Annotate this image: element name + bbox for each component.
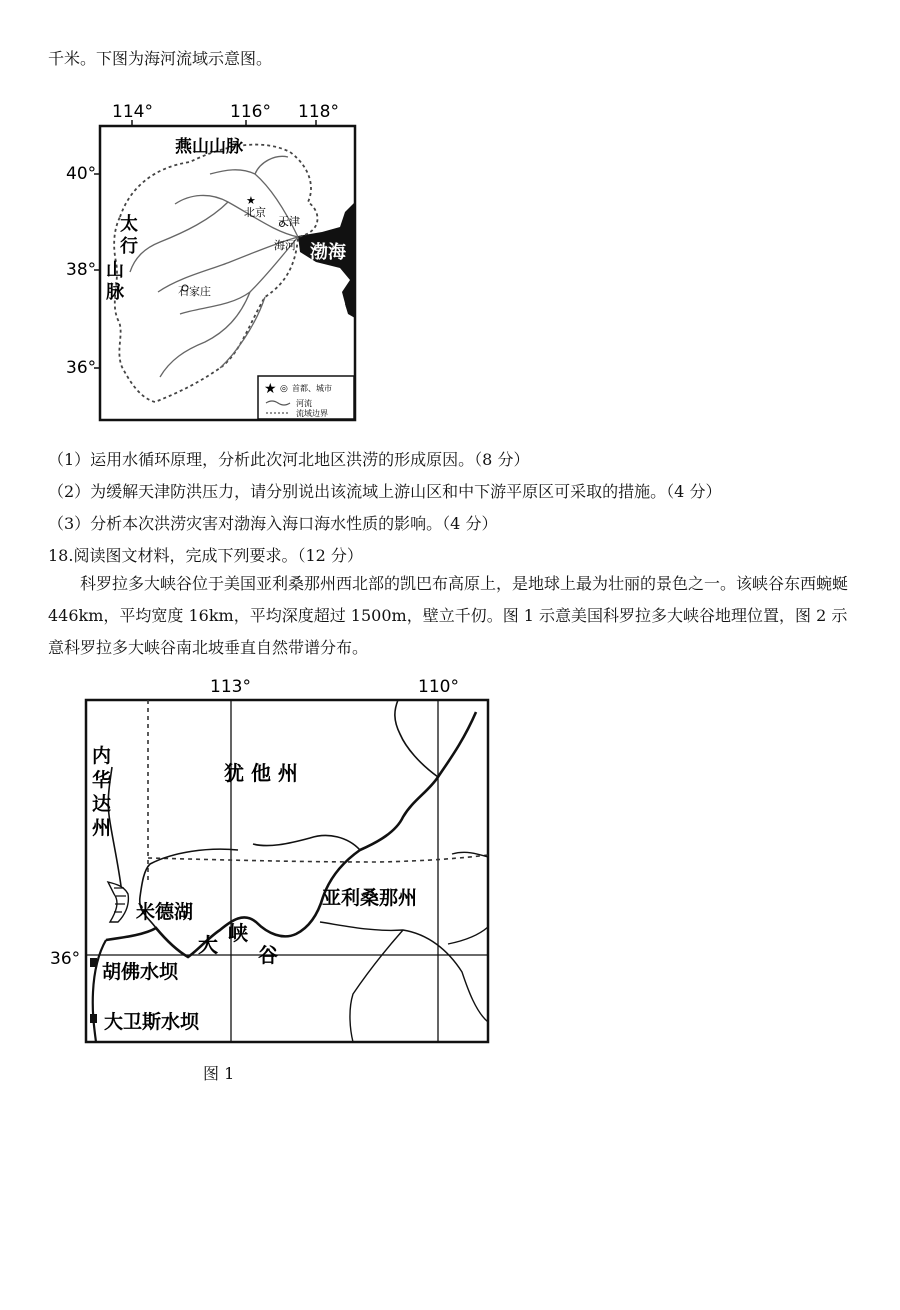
- city-shijiazhuang: 石家庄: [178, 285, 211, 298]
- mountain-taihang-2: 行: [120, 236, 138, 257]
- hoover-dam-icon: [90, 958, 97, 967]
- utah-label: 犹 他 州: [224, 761, 298, 785]
- map1-lon-116: 116°: [230, 102, 271, 122]
- map1-lon-118: 118°: [298, 102, 339, 122]
- map2-lon-110: 110°: [418, 677, 459, 697]
- nevada-label-3: 达: [92, 793, 112, 815]
- map2-lat-36: 36°: [50, 949, 81, 969]
- map2-lon-113: 113°: [210, 677, 251, 697]
- legend-city-circle-icon: ◎: [280, 384, 288, 394]
- canyon-label-1: 大: [198, 933, 218, 957]
- map1-lon-114: 114°: [112, 102, 153, 122]
- bohai-sea-label: 渤海: [310, 242, 346, 263]
- davis-dam-label: 大卫斯水坝: [104, 1011, 200, 1033]
- city-beijing: 北京: [244, 206, 266, 219]
- haihe-basin-map: [60, 92, 370, 430]
- mountain-taihang-3: 山: [106, 260, 124, 281]
- grand-canyon-map: [48, 672, 498, 1047]
- question-18-title: 18.阅读图文材料，完成下列要求。（12 分）: [48, 546, 363, 565]
- figure-1-caption: 图 1: [203, 1064, 235, 1083]
- mountain-yanshan: 燕山山脉: [175, 137, 243, 157]
- city-tianjin: 天津: [278, 215, 300, 228]
- map1-lat-36: 36°: [66, 358, 97, 378]
- davis-dam-icon: [90, 1014, 97, 1023]
- lake-mead-label: 米德湖: [136, 901, 194, 923]
- legend-capital-city: 首都、城市: [292, 384, 332, 393]
- mountain-taihang-1: 太: [120, 214, 138, 235]
- question-2: （2）为缓解天津防洪压力，请分别说出该流域上游山区和中下游平原区可采取的措施。（4 分）: [48, 482, 722, 501]
- canyon-label-2: 峡: [228, 921, 248, 945]
- legend-star-icon: ★: [264, 381, 277, 397]
- question-3: （3）分析本次洪涝灾害对渤海入海口海水性质的影响。（4 分）: [48, 514, 498, 533]
- legend-boundary: 流域边界: [296, 409, 328, 418]
- map1-lat-40: 40°: [66, 164, 97, 184]
- map1-legend: [258, 376, 354, 419]
- hoover-dam-label: 胡佛水坝: [102, 961, 179, 983]
- intro-line: 千米。下图为海河流域示意图。: [48, 49, 273, 68]
- capital-star-icon: ★: [246, 194, 256, 207]
- mountain-taihang-4: 脉: [106, 282, 124, 303]
- nevada-label-1: 内: [92, 745, 112, 767]
- question-18-paragraph: 科罗拉多大峡谷位于美国亚利桑那州西北部的凯巴布高原上，是地球上最为壮丽的景色之一。该峡谷东西蜿蜒 446km，平均宽度 16km，平均深度超过 1500m，壁立千仞。图 1 示意美国科罗拉多大峡谷地理位置，图 2 示意科罗拉多大峡谷南北坡垂直自然带谱分布。: [48, 574, 849, 657]
- canyon-label-3: 谷: [258, 943, 278, 967]
- nevada-label-2: 华: [92, 769, 112, 791]
- arizona-label: 亚利桑那州: [322, 887, 418, 909]
- map1-lat-38: 38°: [66, 260, 97, 280]
- river-haihe: 海河: [274, 239, 296, 252]
- nevada-label-4: 州: [92, 817, 112, 839]
- legend-river: 河流: [296, 399, 312, 408]
- question-1: （1）运用水循环原理，分析此次河北地区洪涝的形成原因。（8 分）: [48, 450, 530, 469]
